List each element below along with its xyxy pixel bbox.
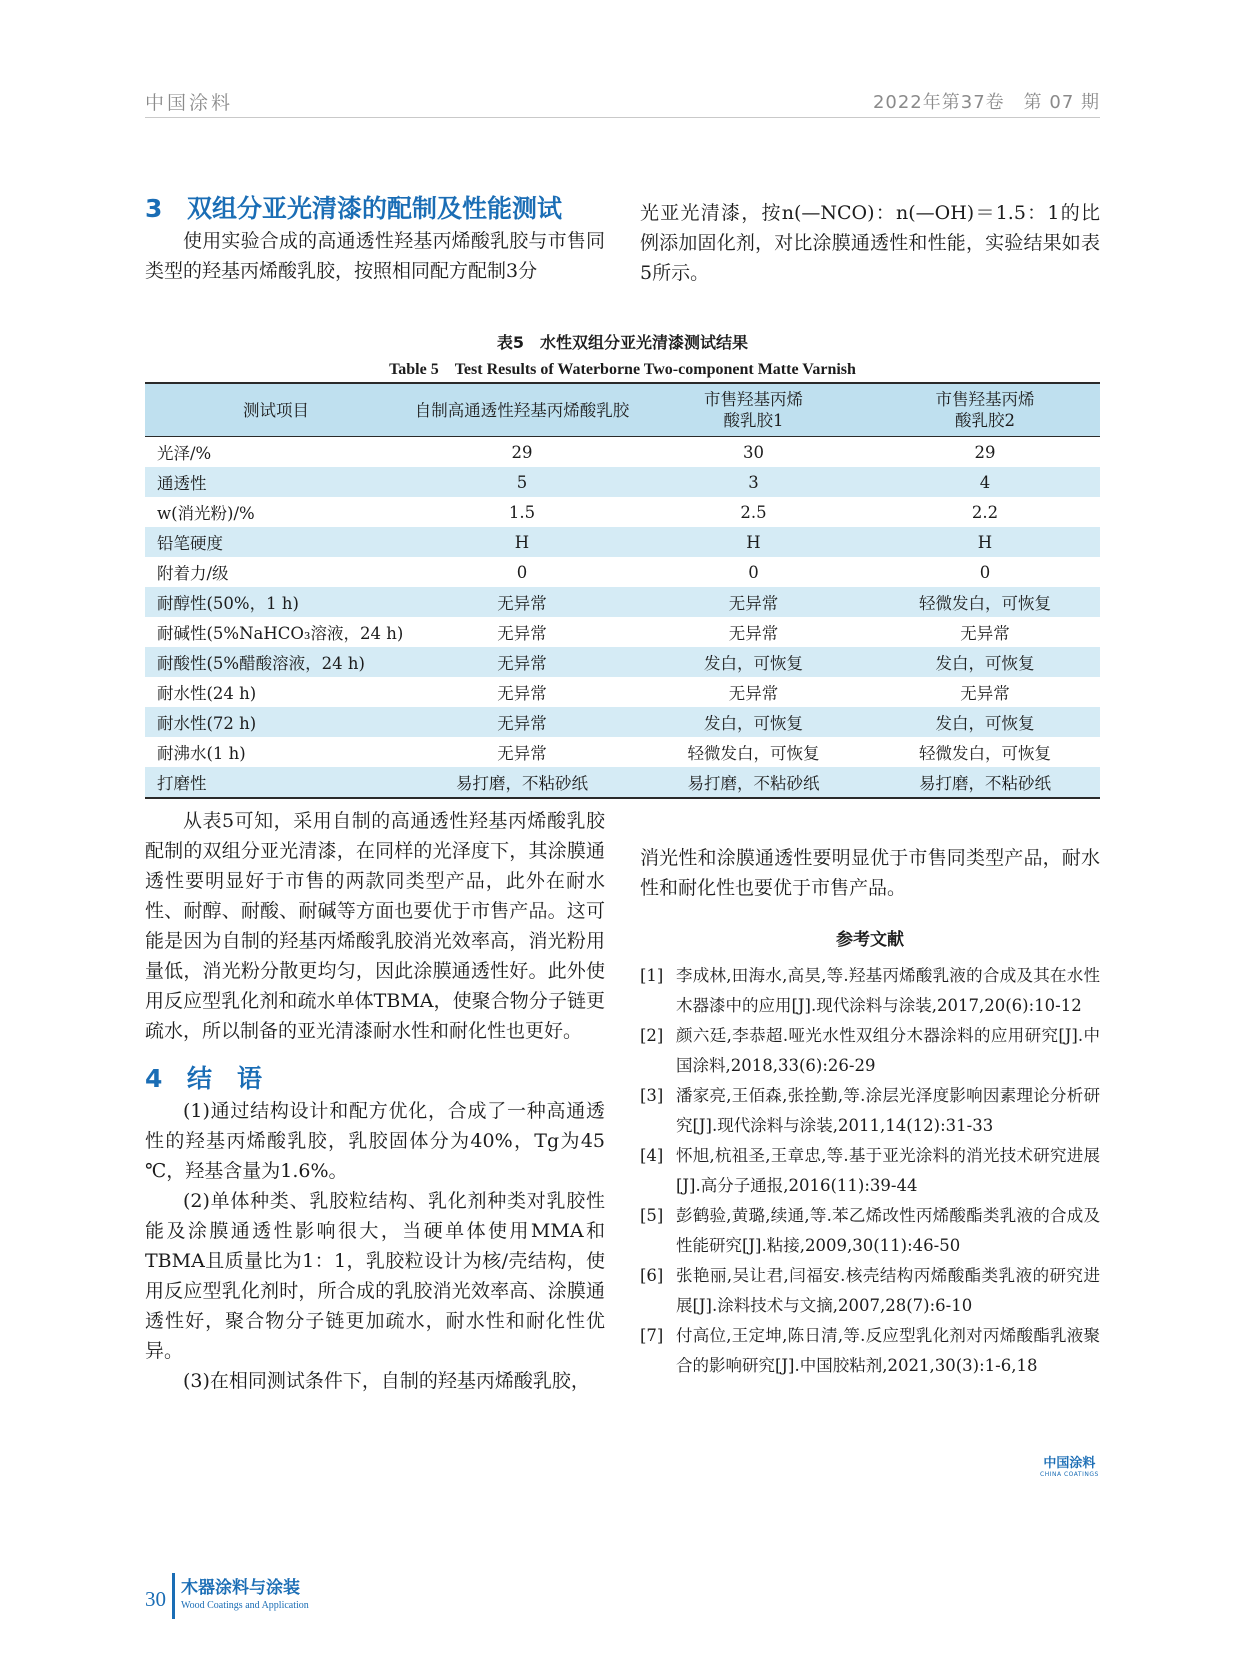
- table-cell: 易打磨，不粘砂纸: [870, 767, 1100, 798]
- table-cell: 易打磨，不粘砂纸: [407, 767, 637, 798]
- page-footer: [145, 1573, 309, 1619]
- column-header: 市售羟基丙烯酸乳胶1: [637, 383, 870, 437]
- reference-number: [4]: [640, 1146, 664, 1165]
- header-rule: [145, 117, 1100, 118]
- table5-caption-cn: 表5 水性双组分亚光清漆测试结果: [496, 333, 749, 352]
- table-cell: 无异常: [497, 624, 547, 643]
- table-cell: 发白，可恢复: [870, 647, 1100, 677]
- table-row: [145, 617, 1100, 647]
- table-row: [145, 767, 1100, 798]
- table5: [145, 382, 1100, 799]
- table-cell: 5: [407, 467, 637, 497]
- conclusion-2: (2)单体种类、乳胶粒结构、乳化剂种类对乳胶性能及涂膜通透性影响很大，当硬单体使用MMA和TBMA且质量比为1：1，乳胶粒设计为核/壳结构，使用反应型乳化剂时，所合成的乳胶消光效率高、涂膜通透性好，聚合物分子链更加疏水，耐水性和耐化性优异。: [145, 1190, 605, 1362]
- reference-item: [640, 961, 1100, 1021]
- row-label-cell: 耐醇性(50%，1 h): [145, 587, 407, 617]
- reference-number: [5]: [640, 1206, 664, 1225]
- table-cell: 无异常: [960, 684, 1010, 703]
- analysis-paragraph: 从表5可知，采用自制的高通透性羟基丙烯酸乳胶配制的双组分亚光清漆，在同样的光泽度下，其涂膜通透性要明显好于市售的两款同类型产品，此外在耐水性、耐醇、耐酸、耐碱等方面也要优于市售产品。这可能是因为自制的羟基丙烯酸乳胶消光效率高，消光粉用量低，消光粉分散更均匀，因此涂膜通透性好。此外使用反应型乳化剂和疏水单体TBMA，使聚合物分子链更疏水，所以制备的亚光清漆耐水性和耐化性也更好。: [145, 810, 605, 1042]
- table-cell: 29: [511, 442, 533, 462]
- table-cell: 轻微发白，可恢复: [919, 744, 1051, 763]
- left-lower-column: [145, 806, 605, 1396]
- reference-item: [640, 1081, 1100, 1141]
- row-label-cell: 耐沸水(1 h): [157, 744, 246, 763]
- column-header: 市售羟基丙烯酸乳胶2: [870, 383, 1100, 437]
- reference-text: 颜六廷,李恭超.哑光水性双组分木器涂料的应用研究[J].中国涂料,2018,33(6):26-29: [676, 1026, 1100, 1075]
- reference-text: 李成林,田海水,高昊,等.羟基丙烯酸乳液的合成及其在水性木器漆中的应用[J].现代涂料与涂装,2017,20(6):10-12: [676, 966, 1100, 1015]
- reference-list: [640, 961, 1100, 1381]
- reference-text: 彭鹤验,黄璐,续通,等.苯乙烯改性丙烯酸酯类乳液的合成及性能研究[J].粘接,2009,30(11):46-50: [676, 1206, 1100, 1255]
- reference-item: [640, 1141, 1100, 1201]
- table-cell: H: [407, 527, 637, 557]
- table-cell: 轻微发白，可恢复: [870, 587, 1100, 617]
- table-row: [145, 707, 1100, 737]
- table-cell: H: [637, 527, 870, 557]
- row-label-cell: 光泽/%: [157, 444, 212, 463]
- table-row: [145, 677, 1100, 707]
- table-cell: 发白，可恢复: [637, 707, 870, 737]
- reference-item: [640, 1261, 1100, 1321]
- row-label-cell: 打磨性: [145, 767, 407, 798]
- table-cell: 2.5: [740, 502, 767, 522]
- table-row: [145, 497, 1100, 527]
- reference-item: [640, 1021, 1100, 1081]
- table-cell: 0: [979, 562, 991, 582]
- row-label-cell: 耐酸性(5%醋酸溶液，24 h): [145, 647, 407, 677]
- reference-number: [1]: [640, 966, 664, 985]
- column-header: 自制高通透性羟基丙烯酸乳胶: [407, 383, 637, 437]
- footer-journal-en: Wood Coatings and Application: [181, 1600, 309, 1611]
- table-cell: 1.5: [508, 502, 536, 522]
- table-cell: 3: [637, 467, 870, 497]
- reference-text: 付高位,王定坤,陈日清,等.反应型乳化剂对丙烯酸酯乳液聚合的影响研究[J].中国胶粘剂,2021,30(3):1-6,18: [676, 1326, 1100, 1375]
- table-cell: 无异常: [407, 587, 637, 617]
- table-cell: 无异常: [728, 684, 779, 703]
- table-cell: 发白，可恢复: [870, 707, 1100, 737]
- section3-heading: [145, 194, 605, 224]
- row-label-cell: 通透性: [145, 467, 407, 497]
- table-cell: 29: [974, 442, 996, 462]
- table-cell: 易打磨，不粘砂纸: [637, 767, 870, 798]
- reference-text: 张艳丽,吴让君,闫福安.核壳结构丙烯酸酯类乳液的研究进展[J].涂料技术与文摘,2007,28(7):6-10: [676, 1266, 1100, 1315]
- table-cell: 30: [743, 442, 764, 462]
- table-cell: H: [870, 527, 1100, 557]
- table-cell: 无异常: [960, 624, 1010, 643]
- table-row: [145, 527, 1100, 557]
- references-title: 参考文献: [836, 930, 904, 950]
- reference-number: [2]: [640, 1026, 664, 1045]
- section3-paragraph-right: 光亚光清漆，按n(—NCO)：n(—OH)＝1.5：1的比例添加固化剂，对比涂膜通透性和性能，实验结果如表5所示。: [640, 202, 1100, 284]
- table-cell: 轻微发白，可恢复: [687, 744, 820, 763]
- section3-right-column: [640, 198, 1100, 288]
- table-cell: 无异常: [407, 647, 637, 677]
- table-cell: 无异常: [407, 707, 637, 737]
- reference-number: [3]: [640, 1086, 664, 1105]
- reference-item: [640, 1321, 1100, 1381]
- table-row: [145, 467, 1100, 497]
- row-label-cell: 铅笔硬度: [145, 527, 407, 557]
- section4-number: 4: [145, 1064, 163, 1093]
- table-cell: 无异常: [728, 624, 779, 643]
- table-row: [145, 587, 1100, 617]
- table-row: [145, 647, 1100, 677]
- conclusion-1: (1)通过结构设计和配方优化，合成了一种高通透性的羟基丙烯酸乳胶，乳胶固体分为40%，Tg为45 ℃，羟基含量为1.6%。: [145, 1100, 605, 1182]
- row-label-cell: 耐碱性(5%NaHCO₃溶液，24 h): [157, 624, 404, 643]
- table5-caption-en: Table 5 Test Results of Waterborne Two-component Matte Varnish: [389, 361, 856, 378]
- right-lower-column: [640, 843, 1100, 1381]
- section4-title: 结 语: [187, 1064, 263, 1093]
- table-header-row: [145, 383, 1100, 437]
- table-cell: 无异常: [497, 744, 547, 763]
- page-number: 30: [145, 1587, 166, 1611]
- china-coatings-logo: 中国涂料 CHINA COATINGS: [1040, 1456, 1099, 1478]
- footer-journal-cn: 木器涂料与涂装: [181, 1578, 300, 1598]
- analysis-paragraph-continued: 消光性和涂膜通透性要明显优于市售同类型产品，耐水性和耐化性也要优于市售产品。: [640, 847, 1100, 899]
- table-cell: 无异常: [637, 587, 870, 617]
- section3-left-column: [145, 194, 605, 286]
- footer-bar: [172, 1573, 175, 1619]
- table-cell: 0: [748, 562, 759, 582]
- section3-title: 双组分亚光清漆的配制及性能测试: [187, 194, 563, 223]
- issue-info: 2022年第37卷 第 07 期: [872, 92, 1100, 113]
- row-label-cell: 耐水性(24 h): [157, 684, 257, 703]
- reference-text: 潘家亮,王佰森,张拴勤,等.涂层光泽度影响因素理论分析研究[J].现代涂料与涂装,2011,14(12):31-33: [676, 1086, 1100, 1135]
- reference-number: [7]: [640, 1326, 664, 1345]
- section3-paragraph-left: 使用实验合成的高通透性羟基丙烯酸乳胶与市售同类型的羟基丙烯酸乳胶，按照相同配方配制3分: [145, 230, 605, 282]
- table-cell: 无异常: [497, 684, 547, 703]
- section4-heading: [145, 1064, 605, 1094]
- section3-number: 3: [145, 194, 163, 223]
- reference-item: [640, 1201, 1100, 1261]
- journal-name: 中国涂料: [145, 92, 234, 114]
- table-cell: 发白，可恢复: [637, 647, 870, 677]
- reference-text: 怀旭,杭祖圣,王章忠,等.基于亚光涂料的消光技术研究进展[J].高分子通报,2016(11):39-44: [676, 1146, 1100, 1195]
- column-header: 测试项目: [145, 383, 407, 437]
- table-row: [145, 437, 1100, 468]
- table-cell: 2.2: [971, 502, 999, 522]
- table-cell: 4: [870, 467, 1100, 497]
- row-label-cell: w(消光粉)/%: [157, 504, 255, 523]
- table-row: [145, 557, 1100, 587]
- table-cell: 0: [516, 562, 528, 582]
- reference-number: [6]: [640, 1266, 664, 1285]
- table-row: [145, 737, 1100, 767]
- row-label-cell: 耐水性(72 h): [145, 707, 407, 737]
- row-label-cell: 附着力/级: [157, 564, 229, 583]
- conclusion-3: (3)在相同测试条件下，自制的羟基丙烯酸乳胶，: [183, 1370, 590, 1392]
